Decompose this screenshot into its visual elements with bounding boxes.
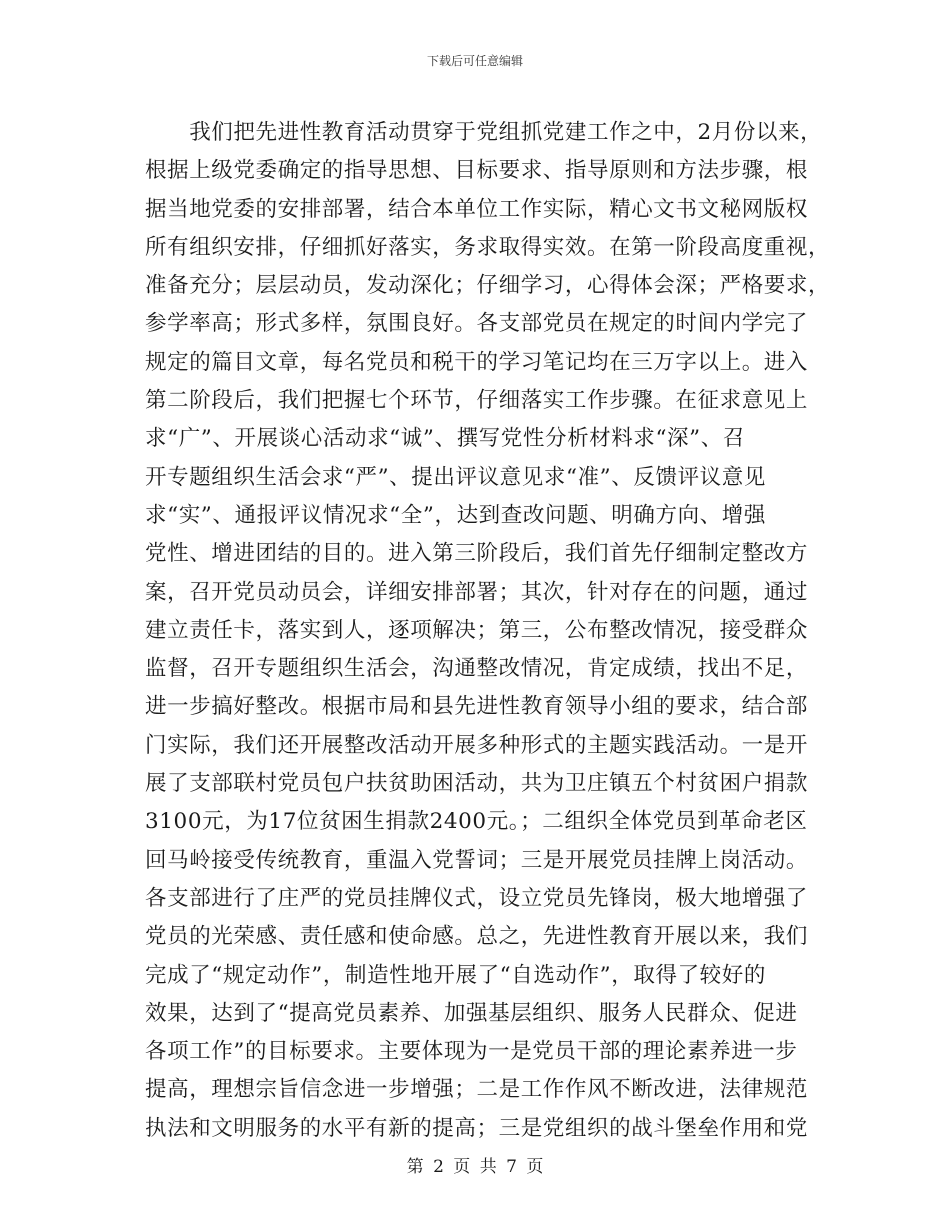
text-line: 进一步搞好整改。根据市局和县先进性教育领导小组的要求，结合部 [145,694,809,720]
text-line: 党性、增进团结的目的。进入第三阶段后，我们首先仔细制定整改方 [145,541,809,567]
text-line: 规定的篇目文章，每名党员和税干的学习笔记均在三万字以上。进入 [145,349,809,375]
text-line: 所有组织安排，仔细抓好落实，务求取得实效。在第一阶段高度重视， [145,234,831,260]
text-line: 案，召开党员动员会，详细安排部署；其次，针对存在的问题，通过 [145,579,809,605]
text-line: 根据上级党委确定的指导思想、目标要求、指导原则和方法步骤，根 [145,158,809,184]
text-line: 求“广”、开展谈心活动求“诚”、撰写党性分析材料求“深”、召 [145,426,745,452]
text-line: 3100元，为17位贫困生捐款2400元。；二组织全体党员到革命老区 [145,809,808,835]
text-line: 提高，理想宗旨信念进一步增强；二是工作作风不断改进，法律规范 [145,1077,809,1103]
text-line: 各支部进行了庄严的党员挂牌仪式，设立党员先锋岗，极大地增强了 [145,885,809,911]
page-footer: 第 2 页 共 7 页 [406,1157,544,1177]
page-header: 下载后可任意编辑 [426,54,523,68]
text-line: 第二阶段后，我们把握七个环节，仔细落实工作步骤。在征求意见上 [145,388,809,414]
text-line: 党员的光荣感、责任感和使命感。总之，先进性教育开展以来，我们 [145,924,809,950]
text-line: 参学率高；形式多样，氛围良好。各支部党员在规定的时间内学完了 [145,311,809,337]
body-text [145,114,831,1148]
text-line: 据当地党委的安排部署，结合本单位工作实际，精心文书文秘网版权 [145,196,809,222]
text-line: 展了支部联村党员包户扶贫助困活动，共为卫庄镇五个村贫困户捐款 [145,771,809,797]
text-line: 各项工作”的目标要求。主要体现为一是党员干部的理论素养进一步 [145,1039,798,1065]
text-line: 我们把先进性教育活动贯穿于党组抓党建工作之中，2月份以来， [145,120,823,145]
text-line: 准备充分；层层动员，发动深化；仔细学习，心得体会深；严格要求， [145,273,831,299]
text-line: 效果，达到了“提高党员素养、加强基层组织、服务人民群众、促进 [145,1000,798,1026]
text-line: 开专题组织生活会求“严”、提出评议意见求“准”、反馈评议意见 [145,464,766,490]
text-line: 完成了“规定动作”，制造性地开展了“自选动作”，取得了较好的 [145,962,766,988]
text-line: 执法和文明服务的水平有新的提高；三是党组织的战斗堡垒作用和党 [145,1115,809,1141]
text-line: 求“实”、通报评议情况求“全”，达到查改问题、明确方向、增强 [145,502,766,528]
text-line: 门实际，我们还开展整改活动开展多种形式的主题实践活动。一是开 [145,732,809,758]
text-line: 回马岭接受传统教育，重温入党誓词；三是开展党员挂牌上岗活动。 [145,847,809,873]
text-line: 监督，召开专题组织生活会，沟通整改情况，肯定成绩，找出不足， [145,656,809,682]
text-line: 建立责任卡，落实到人，逐项解决；第三，公布整改情况，接受群众 [145,617,809,643]
